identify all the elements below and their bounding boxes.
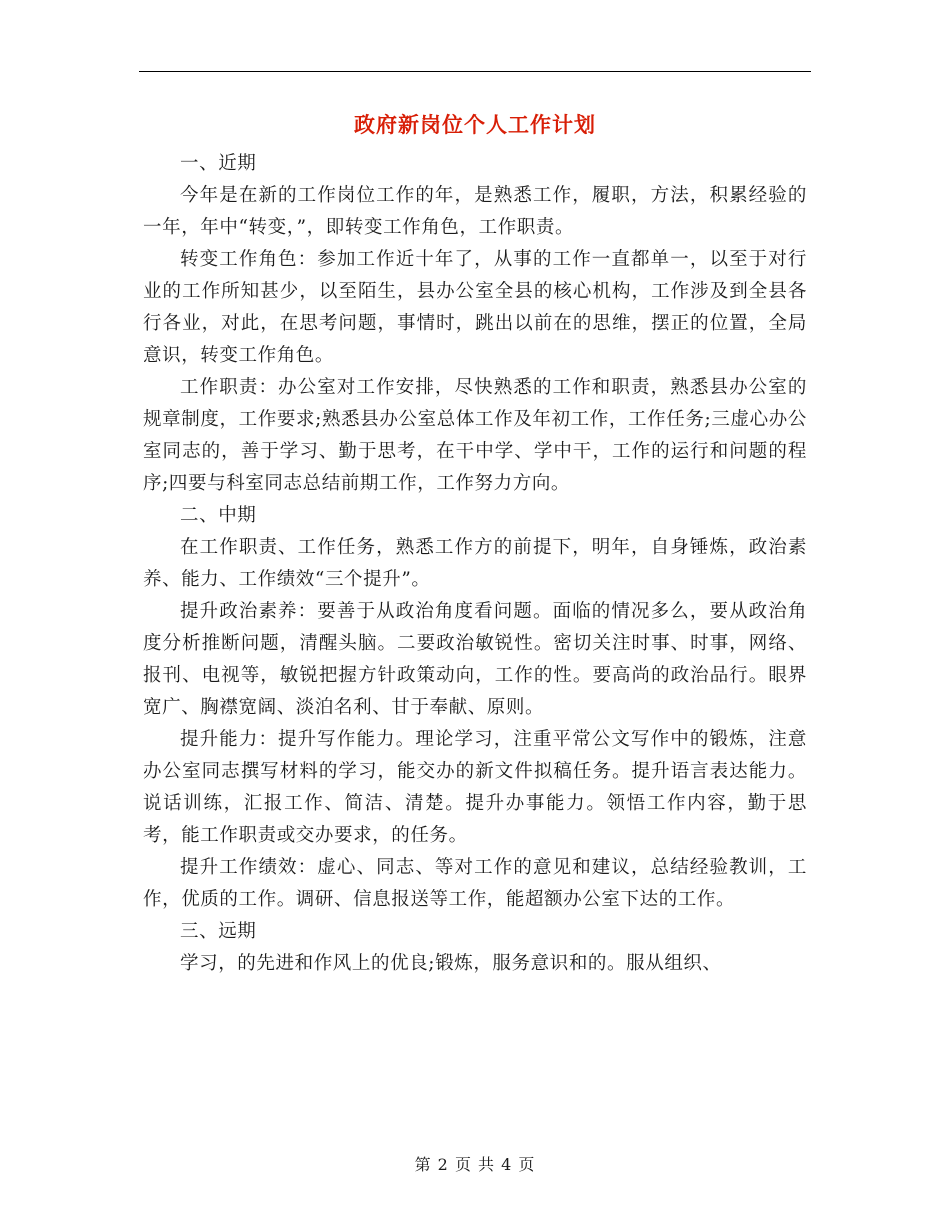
- paragraph: 工作职责：办公室对工作安排，尽快熟悉的工作和职责，熟悉县办公室的规章制度，工作要求;熟悉县办公室总体工作及年初工作，工作任务;三虚心办公室同志的，善于学习、勤于思考，在干中学、学中干，工作的运行和问题的程序;四要与科室同志总结前期工作，工作努力方向。: [143, 377, 807, 494]
- heading-mid-term: 二、中期: [180, 505, 257, 526]
- paragraph: 在工作职责、工作任务，熟悉工作方的前提下，明年，自身锤炼，政治素养、能力、工作绩效“三个提升”。: [143, 537, 807, 590]
- paragraph: 今年是在新的工作岗位工作的年，是熟悉工作，履职，方法，积累经验的一年，年中“转变，”，即转变工作角色，工作职责。: [143, 185, 807, 238]
- paragraph: 提升政治素养：要善于从政治角度看问题。面临的情况多么，要从政治角度分析推断问题，清醒头脑。二要政治敏锐性。密切关注时事、时事，网络、报刊、电视等，敏锐把握方针政策动向，工作的性。要高尚的政治品行。眼界宽广、胸襟宽阔、淡泊名利、甘于奉献、原则。: [143, 601, 807, 718]
- document-title: 政府新岗位个人工作计划: [354, 113, 596, 137]
- heading-long-term: 三、远期: [180, 921, 257, 942]
- heading-near-term: 一、近期: [180, 153, 257, 174]
- header-rule: [139, 71, 811, 72]
- page-number-footer: 第 2 页 共 4 页: [414, 1155, 536, 1174]
- document-body: [143, 148, 807, 980]
- paragraph: 转变工作角色：参加工作近十年了，从事的工作一直都单一，以至于对行业的工作所知甚少，以至陌生，县办公室全县的核心机构，工作涉及到全县各行各业，对此，在思考问题，事情时，跳出以前在的思维，摆正的位置，全局意识，转变工作角色。: [143, 249, 807, 366]
- paragraph: 提升能力：提升写作能力。理论学习，注重平常公文写作中的锻炼，注意办公室同志撰写材料的学习，能交办的新文件拟稿任务。提升语言表达能力。说话训练，汇报工作、简洁、清楚。提升办事能力。领悟工作内容，勤于思考，能工作职责或交办要求，的任务。: [143, 729, 807, 846]
- paragraph: 学习，的先进和作风上的优良;锻炼，服务意识和的。服从组织、: [180, 953, 722, 974]
- paragraph: 提升工作绩效：虚心、同志、等对工作的意见和建议，总结经验教训，工作，优质的工作。调研、信息报送等工作，能超额办公室下达的工作。: [143, 857, 807, 910]
